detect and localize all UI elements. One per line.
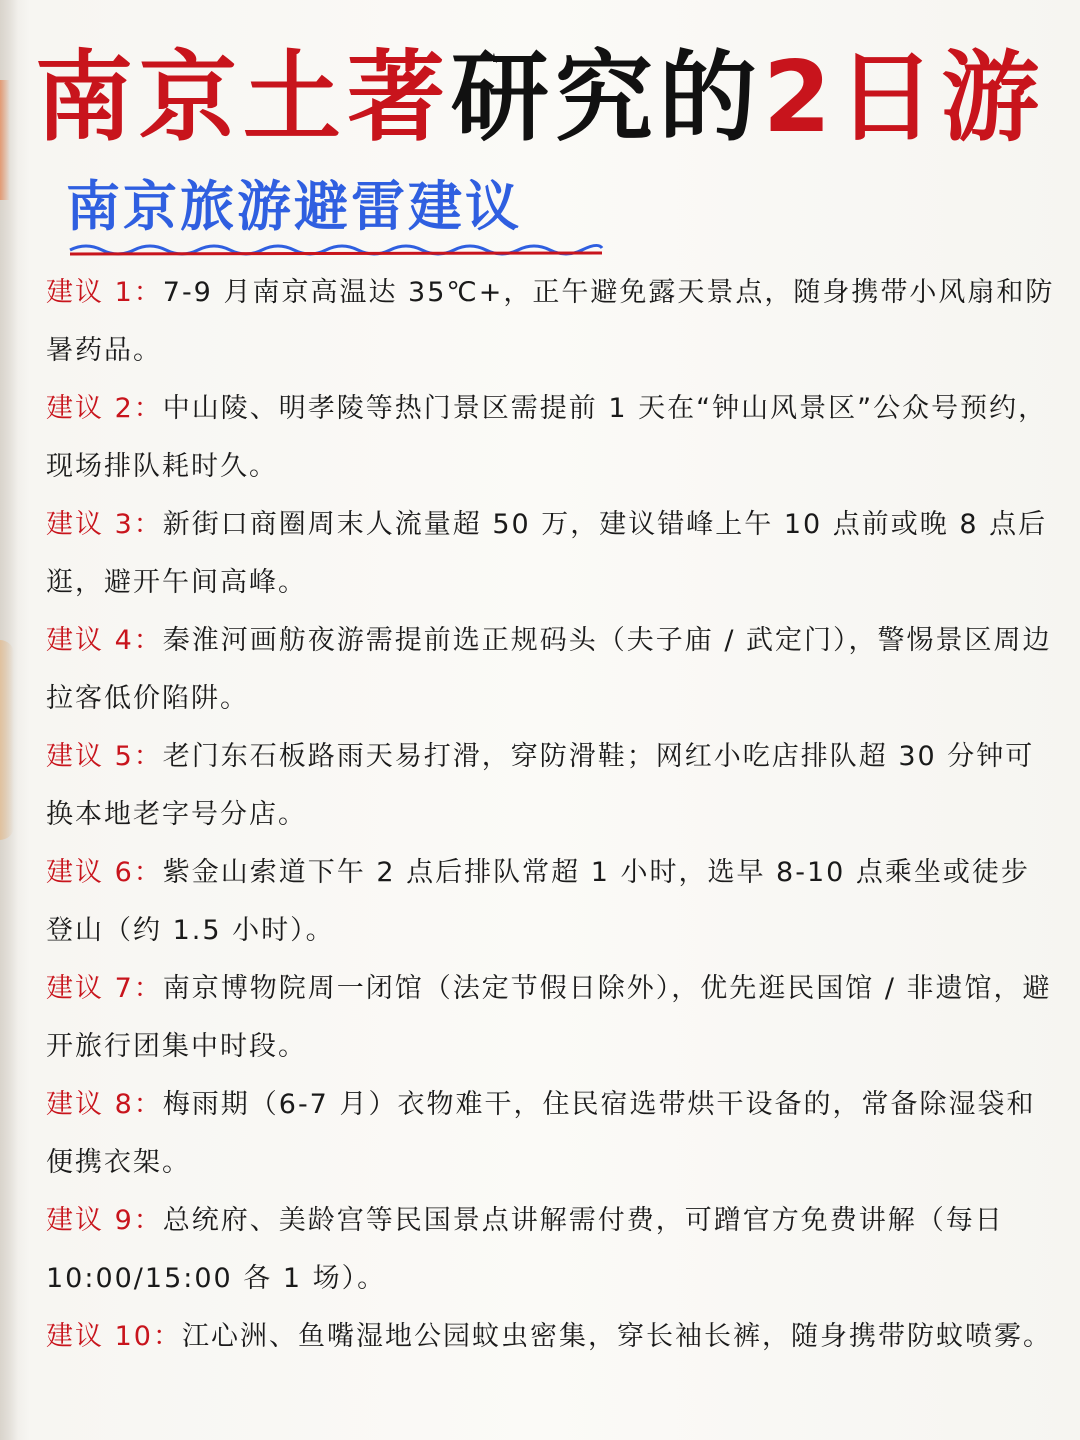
tip-item	[46, 1308, 1056, 1366]
tip-text: 总统府、美龄宫等民国景点讲解需付费，可蹭官方免费讲解（每日 10:00/15:00 各 1 场）。	[46, 1205, 1004, 1294]
tip-text: 南京博物院周一闭馆（法定节假日除外），优先逛民国馆 / 非遗馆，避开旅行团集中时段。	[46, 973, 1052, 1062]
tip-label: 建议 5：	[46, 741, 163, 772]
tip-label: 建议 2：	[46, 393, 163, 424]
tip-label: 建议 7：	[46, 973, 163, 1004]
title-part-red: 南京土著	[34, 41, 451, 155]
tip-label: 建议 4：	[46, 625, 163, 656]
tips-list	[46, 264, 1056, 1366]
tip-text: 老门东石板路雨天易打滑，穿防滑鞋；网红小吃店排队超 30 分钟可换本地老字号分店。	[46, 741, 1035, 830]
tip-item	[46, 1076, 1056, 1192]
tip-label: 建议 1：	[46, 277, 163, 308]
tip-text: 7-9 月南京高温达 35℃+，正午避免露天景点，随身携带小风扇和防暑药品。	[46, 277, 1055, 366]
tip-text: 新街口商圈周末人流量超 50 万，建议错峰上午 10 点前或晚 8 点后逛，避开午间高峰。	[46, 509, 1048, 598]
finger-shadow	[0, 640, 14, 840]
page-title	[0, 38, 1080, 158]
tip-item	[46, 264, 1056, 380]
tip-label: 建议 10：	[46, 1321, 182, 1352]
tip-item	[46, 844, 1056, 960]
wavy-underline	[66, 236, 606, 260]
tip-label: 建议 8：	[46, 1089, 163, 1120]
tip-text: 中山陵、明孝陵等热门景区需提前 1 天在“钟山风景区”公众号预约，现场排队耗时久。	[46, 393, 1048, 482]
tip-text: 江心洲、鱼嘴湿地公园蚊虫密集，穿长袖长裤，随身携带防蚊喷雾。	[181, 1321, 1052, 1352]
title-part-black: 研究的	[450, 41, 763, 155]
tip-text: 梅雨期（6-7 月）衣物难干，住民宿选带烘干设备的，常备除湿袋和便携衣架。	[46, 1089, 1036, 1178]
tip-text: 秦淮河画舫夜游需提前选正规码头（夫子庙 / 武定门），警惕景区周边拉客低价陷阱。	[46, 625, 1052, 714]
tip-label: 建议 6：	[46, 857, 163, 888]
tip-item	[46, 612, 1056, 728]
tip-item	[46, 960, 1056, 1076]
tip-item	[46, 1192, 1056, 1308]
subtitle-block	[66, 172, 606, 262]
title-part-red-2: 2日游	[762, 41, 1046, 155]
tip-text: 紫金山索道下午 2 点后排队常超 1 小时，选早 8-10 点乘坐或徒步登山（约 1.5 小时）。	[46, 857, 1030, 946]
tip-item	[46, 728, 1056, 844]
tip-item	[46, 496, 1056, 612]
tip-item	[46, 380, 1056, 496]
tip-label: 建议 9：	[46, 1205, 163, 1236]
tip-label: 建议 3：	[46, 509, 163, 540]
subtitle: 南京旅游避雷建议	[66, 175, 522, 238]
